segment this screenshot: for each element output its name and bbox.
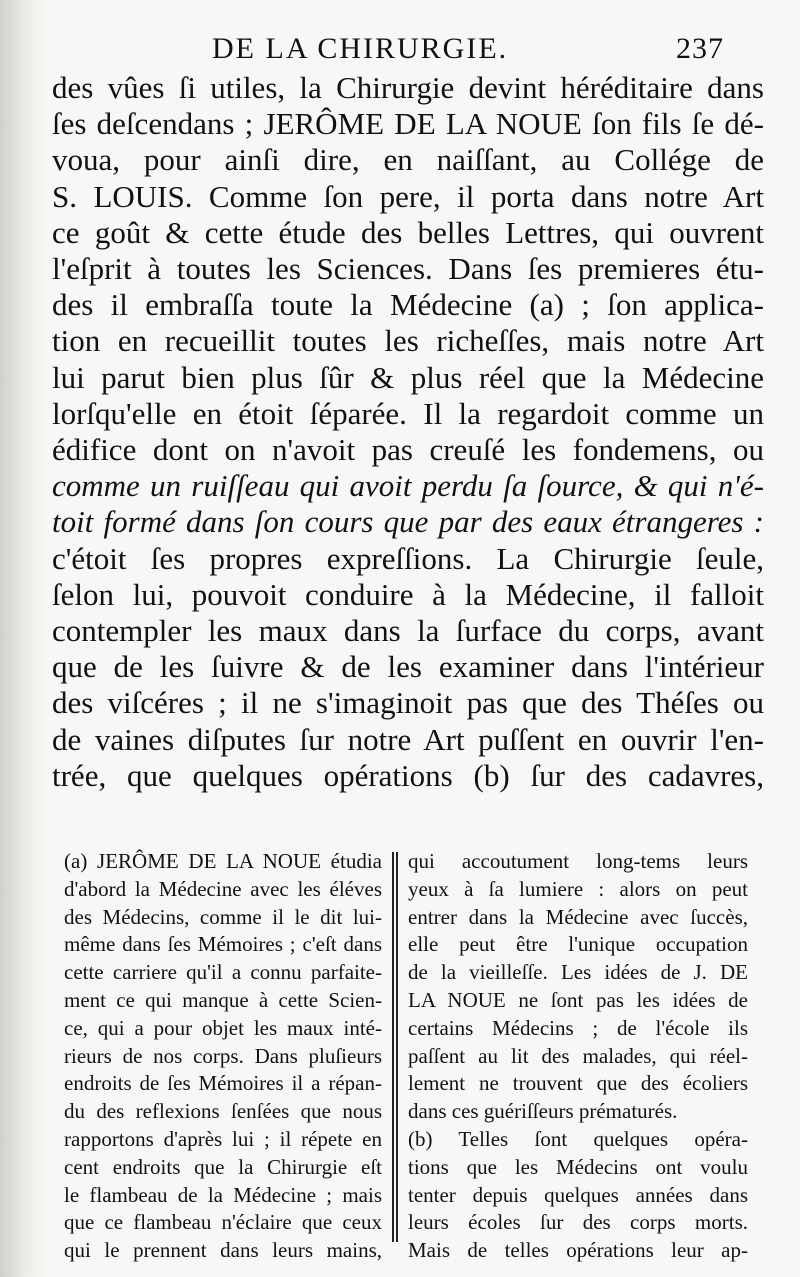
text-line: tion en recueillit toutes les richeſſes, mais notre Art	[52, 323, 764, 359]
footnote-line: ce, qui a pour objet les maux inté-	[64, 1015, 382, 1040]
text-line: l'eſprit à toutes les Sciences. Dans ſes premieres étu-	[52, 251, 764, 287]
text-line: trée, que quelques opérations (b) ſur des cadavres,	[52, 757, 764, 793]
text-line: S. LOUIS. Comme ſon pere, il porta dans notre Art	[52, 178, 764, 214]
footnote-line: que ce flambeau n'éclaire que ceux	[64, 1210, 382, 1235]
text-line: des il embraſſa toute la Médecine (a) ; ſon applica-	[52, 287, 764, 323]
text-line-italic: toit formé dans ſon cours que par des eaux étrangeres :	[52, 504, 764, 540]
text-line: édifice dont on n'avoit pas creuſé les fondemens, ou	[52, 432, 764, 468]
text-line-italic: comme un ruiſſeau qui avoit perdu ſa ſource, & qui n'é-	[52, 468, 764, 504]
text-line: voua, pour ainſi dire, en naiſſant, au Collége de	[52, 142, 764, 178]
text-line: des viſcéres ; il ne s'imaginoit pas que des Théſes ou	[52, 685, 764, 721]
footnote-line: cent endroits que la Chirurgie eſt	[64, 1154, 382, 1179]
footnote-line: LA NOUE ne ſont pas les idées de	[408, 987, 748, 1012]
main-text-block	[52, 70, 764, 794]
footnote-line: leurs écoles ſur des corps morts.	[408, 1210, 748, 1235]
text-line: ſelon lui, pouvoit conduire à la Médecine, il falloit	[52, 576, 764, 612]
footnote-line: de la vieilleſſe. Les idées de J. DE	[408, 960, 748, 985]
footnote-line: endroits de ſes Mémoires il a répan-	[64, 1071, 382, 1096]
text-line: lui parut bien plus ſûr & plus réel que la Médecine	[52, 359, 764, 395]
footnote-line: qui accoutument long-tems leurs	[408, 849, 748, 873]
text-line: que de les ſuivre & de les examiner dans l'intérieur	[52, 649, 764, 685]
footnote-line: du des reflexions ſenſées que nous	[64, 1099, 382, 1124]
running-title: DE LA CHIRURGIE.	[212, 32, 509, 65]
footnote-line: qui le prennent dans leurs mains,	[64, 1238, 382, 1263]
footnote-line: Mais de telles opérations leur ap-	[408, 1238, 748, 1263]
text-line: ce goût & cette étude des belles Lettres, qui ouvrent	[52, 214, 764, 250]
footnote-line: yeux à ſa lumiere : alors on peut	[408, 876, 748, 901]
footnote-column-left	[64, 848, 382, 1265]
footnote-line: dans ces guériſſeurs prématurés.	[408, 1099, 678, 1124]
text-line: des vûes ſi utiles, la Chirurgie devint héréditaire dans	[52, 70, 764, 105]
footnote-line: lement ne trouvent que des écoliers	[408, 1071, 748, 1096]
page-number: 237	[676, 32, 724, 65]
footnote-line: le flambeau de la Médecine ; mais	[64, 1182, 382, 1207]
text-line: de vaines diſputes ſur notre Art puſſent en ouvrir l'en-	[52, 721, 764, 757]
text-line: lorſqu'elle en étoit ſéparée. Il la regardoit comme un	[52, 395, 764, 431]
footnote-line: même dans ſes Mémoires ; c'eſt dans	[64, 932, 382, 957]
footnote-line: paſſent au lit des malades, qui réel-	[408, 1043, 748, 1068]
footnote-line: tions que les Médecins ont voulu	[408, 1154, 748, 1179]
footnote-line: rieurs de nos corps. Dans pluſieurs	[64, 1043, 382, 1068]
page-header	[0, 28, 800, 72]
footnote-column-right	[408, 848, 748, 1265]
footnote-line: ment ce qui manque à cette Scien-	[64, 987, 382, 1012]
text-line: c'étoit ſes propres expreſſions. La Chirurgie ſeule,	[52, 540, 764, 576]
footnote-line: (b) Telles ſont quelques opéra-	[408, 1126, 748, 1151]
footnote-line: d'abord la Médecine avec les éléves	[64, 876, 382, 901]
footnotes-section	[0, 848, 800, 1263]
footnote-line: des Médecins, comme il le dit lui-	[64, 904, 382, 929]
footnote-line: cette carriere qu'il a connu parfaite-	[64, 960, 382, 985]
footnote-line: rapportons d'après lui ; il répete en	[64, 1126, 382, 1151]
column-divider	[392, 852, 398, 1242]
footnote-line: certains Médecins ; de l'école ils	[408, 1015, 748, 1040]
footnote-line: elle peut être l'unique occupation	[408, 932, 748, 957]
footnote-line: (a) JERÔME DE LA NOUE étudia	[64, 849, 382, 873]
footnote-line: tenter depuis quelques années dans	[408, 1182, 748, 1207]
text-line: ſes deſcendans ; JERÔME DE LA NOUE ſon fils ſe dé-	[52, 106, 764, 142]
footnote-line: entrer dans la Médecine avec ſuccès,	[408, 904, 748, 929]
text-line: contempler les maux dans la ſurface du corps, avant	[52, 613, 764, 649]
